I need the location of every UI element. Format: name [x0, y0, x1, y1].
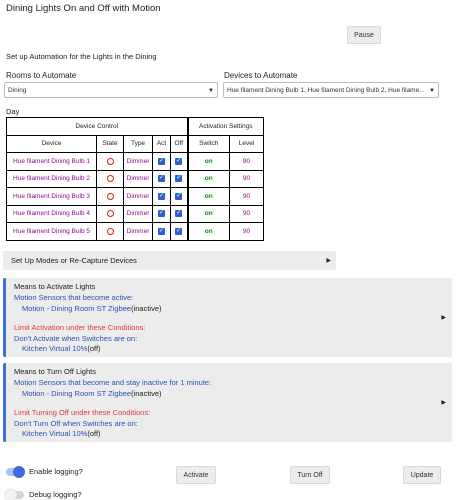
circle-outline-icon [107, 193, 114, 200]
modes-section-toggle[interactable] [3, 251, 336, 270]
table-row [7, 223, 264, 241]
activate-switch-name: Kitchen Virtual 10% [22, 344, 88, 353]
checkbox-checked-icon[interactable]: ✓ [158, 227, 165, 234]
circle-outline-icon [107, 210, 114, 217]
day-label: Day [6, 107, 20, 116]
caret-down-icon: ▼ [208, 88, 214, 94]
col-level: Level [230, 135, 264, 153]
activate-section-title: Means to Activate Lights [14, 282, 96, 291]
state-cell[interactable] [97, 223, 124, 241]
off-switch-line [22, 429, 101, 438]
toggle-knob [13, 466, 25, 478]
off-sensors-heading: Motion Sensors that become and stay inactive for 1 minute: [14, 378, 212, 387]
off-switch-name: Kitchen Virtual 10% [22, 429, 88, 438]
device-control-header: Device Control [7, 118, 188, 136]
device-link[interactable]: Hue filament Dining Bulb 2 [7, 170, 97, 188]
devices-label: Devices to Automate [224, 71, 298, 80]
off-section-title: Means to Turn Off Lights [14, 367, 96, 376]
act-cell[interactable] [153, 205, 171, 223]
level-cell[interactable]: 90 [230, 223, 264, 241]
level-cell[interactable]: 90 [230, 170, 264, 188]
circle-outline-icon [107, 175, 114, 182]
act-cell[interactable] [153, 170, 171, 188]
level-cell[interactable]: 90 [230, 188, 264, 206]
checkbox-checked-icon[interactable]: ✓ [158, 210, 165, 217]
switch-cell[interactable]: on [188, 205, 230, 223]
level-cell[interactable]: 90 [230, 153, 264, 171]
switch-cell[interactable]: on [188, 153, 230, 171]
checkbox-checked-icon[interactable]: ✓ [176, 227, 182, 234]
turn-off-section[interactable] [3, 363, 452, 442]
caret-right-icon: ▶ [326, 258, 331, 264]
activate-dont-heading: Don't Activate when Switches are on: [14, 334, 138, 343]
logging-toggle[interactable] [6, 468, 24, 476]
caret-down-icon: ▼ [429, 88, 435, 94]
page-title: Dining Lights On and Off with Motion [6, 3, 161, 14]
circle-outline-icon [107, 158, 114, 165]
state-cell[interactable] [97, 153, 124, 171]
activate-switch-state: (off) [87, 344, 101, 353]
circle-outline-icon [107, 228, 114, 235]
off-sensor-line [22, 389, 162, 398]
rooms-label: Rooms to Automate [6, 71, 77, 80]
device-link[interactable]: Hue filament Dining Bulb 4 [7, 205, 97, 223]
setup-title: Set up Automation for the Lights in the Dining [6, 52, 157, 61]
switch-cell[interactable]: on [188, 170, 230, 188]
toggle-knob [5, 489, 17, 500]
table-row [7, 188, 264, 206]
type-cell: Dimmer [124, 170, 153, 188]
activate-button[interactable]: Activate [176, 466, 216, 484]
level-cell[interactable]: 90 [230, 205, 264, 223]
update-button[interactable]: Update [403, 466, 441, 484]
device-link[interactable]: Hue filament Dining Bulb 3 [7, 188, 97, 206]
device-link[interactable]: Hue filament Dining Bulb 5 [7, 223, 97, 241]
rooms-select[interactable] [4, 82, 218, 98]
debug-label: Debug logging? [29, 490, 82, 499]
turn-off-button[interactable]: Turn Off [290, 466, 330, 484]
type-cell: Dimmer [124, 188, 153, 206]
col-act: Act [153, 135, 171, 153]
checkbox-checked-icon[interactable]: ✓ [176, 157, 182, 164]
activate-sensor-state: (inactive) [131, 304, 162, 313]
off-cell[interactable] [171, 170, 188, 188]
modes-section-label: Set Up Modes or Re-Capture Devices [11, 256, 137, 265]
logging-label: Enable logging? [29, 467, 83, 476]
activate-section[interactable] [3, 278, 452, 357]
off-cell[interactable] [171, 205, 188, 223]
off-cell[interactable] [171, 223, 188, 241]
activate-sensors-heading: Motion Sensors that become active: [14, 293, 134, 302]
table-row [7, 170, 264, 188]
activate-switch-line [22, 344, 101, 353]
act-cell[interactable] [153, 223, 171, 241]
switch-cell[interactable]: on [188, 188, 230, 206]
device-link[interactable]: Hue filament Dining Bulb 1 [7, 153, 97, 171]
checkbox-checked-icon[interactable]: ✓ [158, 175, 165, 182]
activation-settings-header: Activation Settings [188, 118, 264, 136]
off-sensor-name: Motion - Dining Room ST Zigbee [22, 389, 132, 398]
devices-value: Hue filament Dining Bulb 1, Hue filament Dining Bulb 2, Hue filame... [227, 86, 425, 94]
off-limit-heading: Limit Turning Off under these Conditions: [14, 408, 151, 417]
state-cell[interactable] [97, 205, 124, 223]
rooms-value: Dining [8, 86, 27, 94]
device-table [6, 117, 264, 241]
activate-sensor-line [22, 304, 162, 313]
checkbox-checked-icon[interactable]: ✓ [158, 192, 165, 199]
debug-toggle[interactable] [6, 491, 24, 499]
off-switch-state: (off) [87, 429, 101, 438]
checkbox-checked-icon[interactable]: ✓ [176, 175, 182, 182]
col-state: State [97, 135, 124, 153]
state-cell[interactable] [97, 170, 124, 188]
table-row [7, 153, 264, 171]
col-switch: Switch [188, 135, 230, 153]
off-sensor-state: (inactive) [131, 389, 162, 398]
col-device: Device [7, 135, 97, 153]
off-dont-heading: Don't Turn Off when Switches are on: [14, 419, 138, 428]
switch-cell[interactable]: on [188, 223, 230, 241]
caret-right-icon: ▶ [441, 400, 446, 406]
caret-right-icon: ▶ [441, 315, 446, 321]
act-cell[interactable] [153, 188, 171, 206]
act-cell[interactable] [153, 153, 171, 171]
pause-button[interactable]: Pause [347, 26, 381, 44]
col-off: Off [171, 135, 188, 153]
state-cell[interactable] [97, 188, 124, 206]
off-cell[interactable] [171, 153, 188, 171]
table-row [7, 205, 264, 223]
activate-limit-heading: Limit Activation under these Conditions: [14, 323, 146, 332]
type-cell: Dimmer [124, 205, 153, 223]
checkbox-checked-icon[interactable]: ✓ [176, 210, 182, 217]
activate-sensor-name: Motion - Dining Room ST Zigbee [22, 304, 132, 313]
type-cell: Dimmer [124, 153, 153, 171]
devices-select[interactable] [223, 82, 439, 98]
checkbox-checked-icon[interactable]: ✓ [176, 192, 182, 199]
col-type: Type [124, 135, 153, 153]
checkbox-checked-icon[interactable]: ✓ [158, 157, 165, 164]
off-cell[interactable] [171, 188, 188, 206]
type-cell: Dimmer [124, 223, 153, 241]
